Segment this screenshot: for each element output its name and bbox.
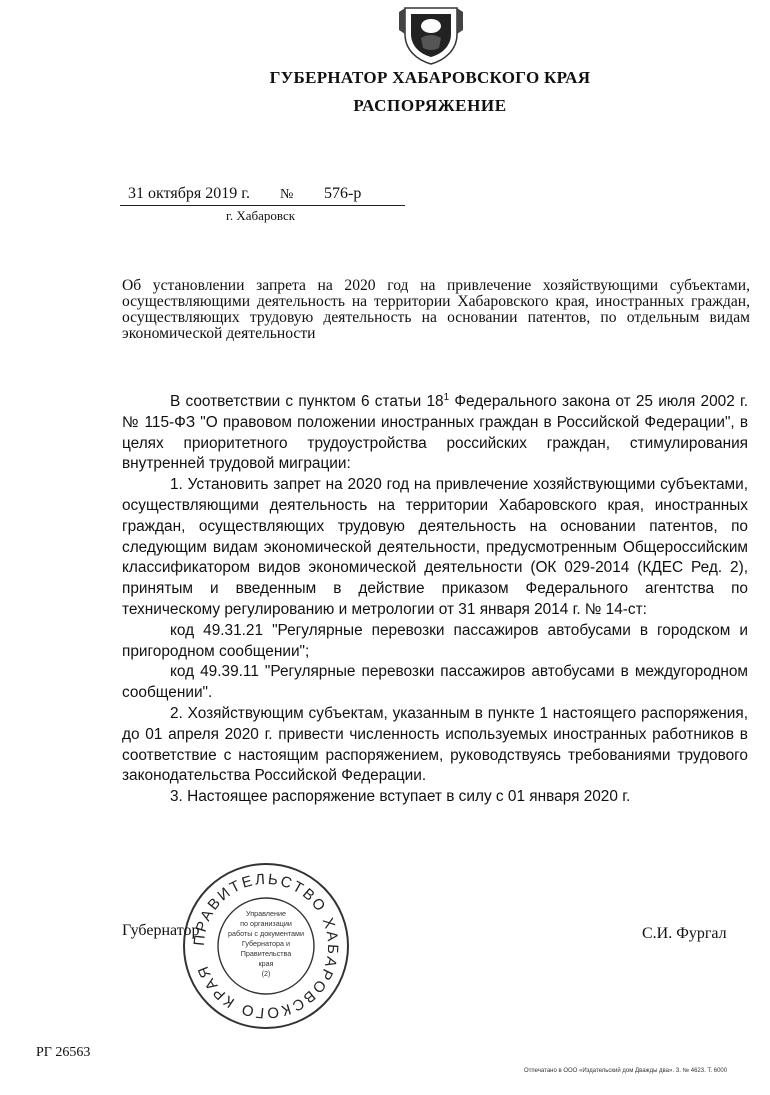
stamp-inner-line: по организации [240,919,292,928]
paragraph-item-3: 3. Настоящее распоряжение вступает в силу с 01 января 2020 г. [170,788,631,806]
stamp-inner-line: Управление [246,909,286,918]
stamp-inner-line: (2) [261,969,271,978]
preamble-start: В соответствии с пунктом 6 статьи 18 [170,393,444,410]
official-stamp [180,860,352,1032]
activity-code-1: код 49.31.21 "Регулярные перевозки пассажиров автобусами в городском и пригородном сообщении"; [122,621,748,660]
stamp-inner-line: Губернатора и [241,939,291,948]
document-city: г. Хабаровск [226,208,296,223]
paragraph-item-1: 1. Установить запрет на 2020 год на привлечение хозяйствующими субъектами, осуществляющими деятельность на территории Хабаровского края, иностранных граждан, осуществляющих трудовую деятельность на основании патентов, по следующим видам экономической деятельности, предусмотренным Общероссийским классификатором видов экономической деятельности (ОК 029-2014 (КДЕС Ред. 2), принятым и введенным в действие приказом Федерального агентства по техническому регулированию и метрологии от 31 января 2014 г. № 14-ст: [122,476,748,618]
stamp-ring-text: ПРАВИТЕЛЬСТВО ХАБАРОВСКОГО КРАЯ [190,870,342,1022]
activity-code-2: код 49.39.11 "Регулярные перевозки пассажиров автобусами в междугородном сообщении". [122,663,748,702]
preamble-rest: Федерального закона от 25 июля 2002 г. № 115-ФЗ "О правовом положении иностранных граждан в Российской Федерации", в целях приоритетного трудоустройства российских граждан, стимулирования внутренней трудовой миграции: [122,393,748,473]
stamp-inner-text [228,909,304,978]
date-number-line [120,185,405,206]
issuer-title: ГУБЕРНАТОР ХАБАРОВСКОГО КРАЯ [269,68,591,87]
signatory-name: С.И. Фургал [642,925,727,942]
document-body [122,392,748,808]
document-number: 576-р [324,185,362,202]
paragraph-preamble [122,392,748,475]
document-date: 31 октября 2019 г. [128,185,250,202]
number-sign: № [280,187,294,202]
registration-code: РГ 26563 [36,1045,91,1060]
stamp-inner-line: края [258,959,274,968]
document-subject: Об установлении запрета на 2020 год на привлечение хозяйствующими субъектами, осуществляющими деятельность на территории Хабаровского края, иностранных граждан, осуществляющих трудовую деятельность на основании патентов, по отдельным видам экономической деятельности [122,277,750,342]
print-imprint: Отпечатано в ООО «Издательский дом Дважды два». З. № 4623. Т. 6000 [524,1068,728,1074]
stamp-inner-line: работы с документами [228,929,304,938]
paragraph-item-2: 2. Хозяйствующим субъектам, указанным в пункте 1 настоящего распоряжения, до 01 апреля 2020 г. привести численность используемых иностранных работников в соответствие с настоящим распоряжением, руководствуясь требованиями трудового законодательства Российской Федерации. [122,704,748,785]
coat-of-arms-icon [397,4,465,66]
stamp-inner-line: Правительства [240,949,292,958]
document-type: РАСПОРЯЖЕНИЕ [353,96,507,115]
signatory-title: Губернатор [122,922,200,939]
article-superscript: 1 [443,391,450,403]
